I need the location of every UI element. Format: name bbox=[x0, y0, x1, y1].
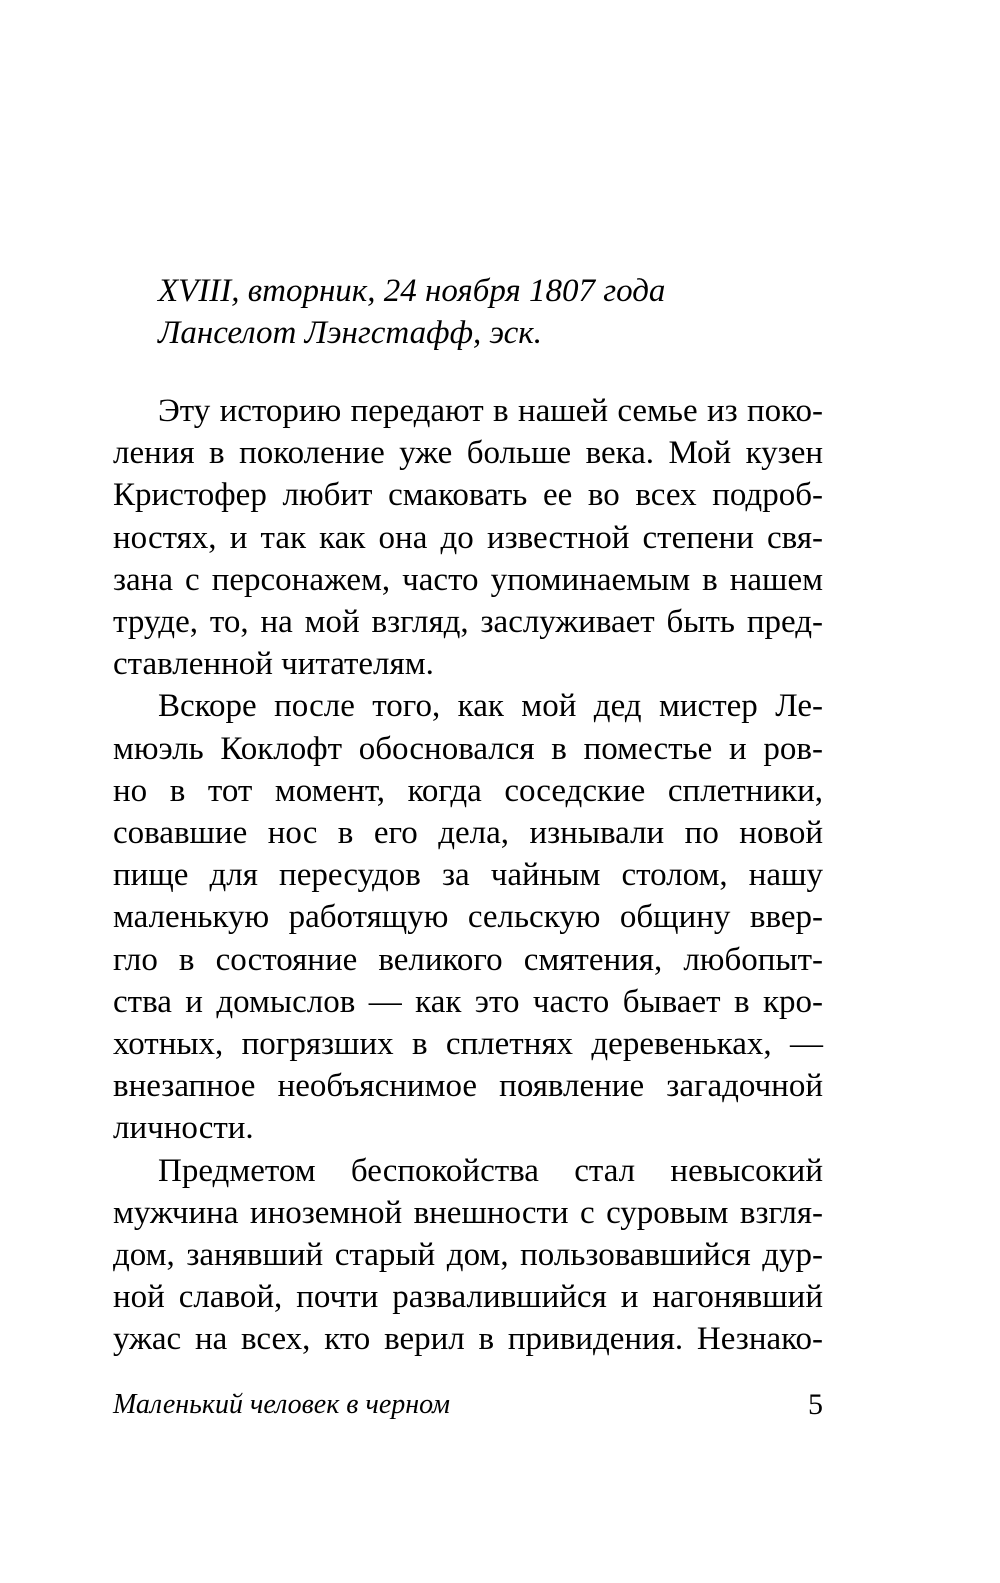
text-line: пище для пересудов за чайным столом, нашу bbox=[113, 857, 823, 894]
paragraph bbox=[113, 685, 823, 1149]
text-line: внезапное необъяснимое появление загадочной bbox=[113, 1068, 823, 1105]
text-line: ства и домыслов — как это часто бывает в кро- bbox=[113, 983, 823, 1020]
text-line: ной славой, почти развалившийся и нагонявший bbox=[113, 1279, 823, 1316]
text-line: совавшие нос в его дела, изнывали по новой bbox=[113, 815, 823, 852]
chapter-heading bbox=[158, 270, 778, 354]
text-line: Предметом беспокойства стал невысокий bbox=[158, 1152, 823, 1189]
text-line: маленькую работящую сельскую общину ввер- bbox=[113, 899, 823, 936]
text-line: гло в состояние великого смятения, любопыт- bbox=[113, 941, 823, 978]
text-line: мужчина иноземной внешности с суровым взгля- bbox=[113, 1194, 823, 1231]
text-line: личности. bbox=[113, 1110, 254, 1147]
text-line: зана с персонажем, часто упоминаемым в нашем bbox=[113, 561, 823, 598]
text-line: труде, то, на мой взгляд, заслуживает быть пред- bbox=[113, 604, 823, 641]
text-line: Кристофер любит смаковать ее во всех подроб- bbox=[113, 477, 823, 514]
paragraph bbox=[113, 390, 823, 685]
text-line: мюэль Коклофт обосновался в поместье и ров- bbox=[113, 730, 823, 767]
text-line: но в тот момент, когда соседские сплетники, bbox=[113, 772, 823, 809]
text-line: ления в поколение уже больше века. Мой кузен bbox=[113, 435, 823, 472]
heading-line: Ланселот Лэнгстафф, эск. bbox=[158, 315, 542, 351]
paragraph bbox=[113, 1150, 823, 1361]
text-line: ностях, и так как она до известной степени свя- bbox=[113, 519, 823, 556]
text-line: Эту историю передают в нашей семье из поко- bbox=[158, 393, 823, 429]
text-line: ставленной читателям. bbox=[113, 646, 434, 683]
page-footer bbox=[113, 1384, 823, 1426]
running-title: Маленький человек в черном bbox=[113, 1389, 450, 1420]
page-number: 5 bbox=[808, 1388, 823, 1421]
text-line: дом, занявший старый дом, пользовавшийся дур- bbox=[113, 1237, 823, 1274]
body-text bbox=[113, 390, 823, 1361]
heading-line: XVIII, вторник, 24 ноября 1807 года bbox=[158, 273, 666, 309]
text-line: Вскоре после того, как мой дед мистер Ле- bbox=[158, 688, 823, 725]
text-line: хотных, погрязших в сплетнях деревеньках, — bbox=[113, 1026, 823, 1063]
text-line: ужас на всех, кто верил в привидения. Незнако- bbox=[113, 1321, 823, 1358]
